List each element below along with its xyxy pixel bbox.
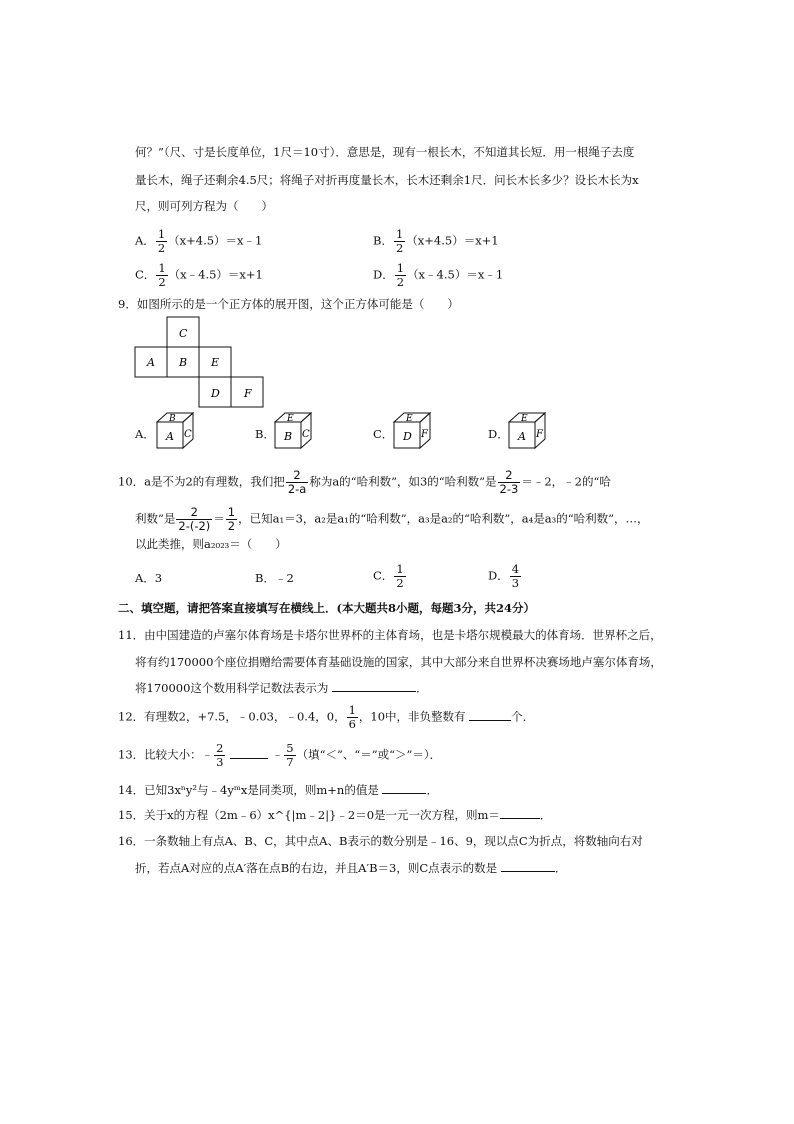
q16-text: 折，若点A对应的点A′落在点B的右边，并且A′B＝3，则C点表示的数是 (135, 861, 498, 875)
q14-line (118, 782, 438, 798)
q13-minus: ﹣ (271, 747, 284, 762)
cube-top-face: E (406, 414, 413, 424)
q10-option-c-fraction (394, 563, 405, 590)
q9-option-a-cube (154, 410, 198, 452)
fraction-numerator: 2 (216, 741, 224, 755)
cube-side-face: F (536, 429, 543, 440)
q14-answer-blank[interactable] (382, 783, 426, 794)
q10-fraction-harris-def (286, 469, 309, 496)
q10-fraction-neg2 (176, 506, 212, 533)
q14-end: ． (426, 783, 438, 797)
q10-text-part4: 利数”是 (135, 511, 176, 526)
q8-option-d-text: （x﹣4.5）＝x﹣1 (407, 267, 504, 282)
fraction-numerator: 1 (157, 227, 166, 241)
q8-option-a-fraction (156, 228, 167, 255)
net-label-a: A (147, 356, 155, 369)
cube-top-face: E (521, 414, 528, 424)
q10-text-part5: ＝ (213, 511, 225, 526)
q10-text-part2: 称为a的“哈利数”，如3的“哈利数”是 (309, 474, 497, 489)
net-label-e: E (211, 356, 220, 369)
q10-option-b: B．﹣2 (255, 571, 294, 585)
cube-top-face: E (287, 414, 294, 424)
q13-answer-blank[interactable] (230, 748, 268, 759)
q8-option-d-label: D． (373, 267, 394, 282)
q15-end: ． (539, 808, 552, 822)
q8-option-c (135, 262, 263, 289)
q8-option-b-text: （x+4.5）＝x+1 (406, 233, 499, 248)
q10-option-c-label: C． (373, 568, 394, 583)
net-label-f: F (244, 387, 252, 400)
q15-line (118, 807, 551, 823)
fraction-denominator: 2 (396, 576, 404, 590)
q8-option-b-fraction (394, 228, 405, 255)
q13-rest: （填“＜”、“＝”或“＞”＝）． (296, 747, 442, 762)
fraction-denominator: 2 (227, 519, 236, 533)
q16-line2 (135, 860, 566, 876)
fraction-numerator: 1 (158, 261, 166, 275)
cube-side-face: C (302, 429, 310, 440)
section2-heading: 二、填空题，请把答案直接填写在横线上．(本大题共8小题，每题3分，共24分） (118, 601, 535, 615)
fraction-denominator: 2-3 (499, 482, 519, 496)
q8-option-a-label: A． (135, 233, 155, 248)
q10-fraction-example (498, 469, 521, 496)
fraction-denominator: 2 (158, 275, 166, 289)
q8-option-a-text: （x+4.5）＝x﹣1 (168, 233, 263, 248)
q11-answer-blank[interactable] (332, 681, 416, 692)
q12-answer-blank[interactable] (469, 710, 511, 721)
cube-top-face: B (169, 414, 176, 424)
q12-end: 个． (511, 709, 535, 724)
q13-fraction-right (284, 742, 295, 769)
fraction-numerator: 1 (396, 261, 405, 275)
q13-text: 13．比较大小：﹣ (118, 747, 214, 762)
fraction-numerator: 1 (396, 562, 404, 576)
q16-end: ． (554, 861, 567, 875)
q8-option-a (135, 228, 262, 255)
q8-option-c-label: C． (135, 267, 156, 282)
q12-text: 12．有理数2，+7.5，﹣0.03，﹣0.4，0， (118, 709, 346, 724)
q10-fraction-half (226, 506, 237, 533)
q10-option-d (488, 563, 522, 590)
q10-option-d-label: D． (488, 568, 509, 583)
q10-line1 (118, 469, 611, 496)
cube-front-face: B (284, 430, 293, 443)
q9-option-c-label: C． (373, 427, 394, 441)
q16-line1: 16．一条数轴上有点A、B、C，其中点A、B表示的数分别是﹣16、9，现以点C为折点，将数轴向右对 (118, 834, 643, 848)
q8-line3: 尺，则可列方程为（ ） (135, 199, 273, 213)
q9-option-b-cube (272, 410, 316, 452)
q14-text: 14．已知3xⁿy²与﹣4yᵐx是同类项，则m+n的值是 (118, 783, 379, 797)
cube-side-face: C (184, 429, 192, 440)
cube-front-face: A (166, 430, 174, 443)
fraction-denominator: 3 (511, 576, 520, 590)
q13-line (118, 742, 441, 769)
q10-line3: 以此类推，则a₂₀₂₃＝（ ） (135, 537, 287, 551)
q8-line1: 何？”（尺、寸是长度单位，1尺＝10寸）．意思是，现有一根长木，不知道其长短．用一根绳子去度 (135, 145, 635, 159)
net-label-b: B (179, 356, 188, 369)
fraction-numerator: 2 (498, 469, 521, 483)
fraction-numerator: 4 (511, 562, 520, 576)
q12-rest: ，10中，非负整数有 (358, 709, 466, 724)
q9-option-d-cube (506, 410, 550, 452)
q10-text-part3: ＝﹣2，﹣2的“哈 (521, 474, 611, 489)
q9-option-a-label: A． (135, 427, 155, 441)
cube-front-face: D (403, 430, 412, 443)
fraction-denominator: 2-(-2) (178, 519, 211, 533)
q10-text-part6: ，已知a₁＝3，a₂是a₁的“哈利数”，a₃是a₂的“哈利数”，a₄是a₃的“哈利数”，…， (238, 511, 649, 526)
fraction-denominator: 6 (348, 717, 356, 731)
q10-option-a: A．3 (135, 571, 163, 585)
q10-option-d-fraction (510, 563, 521, 590)
fraction-numerator: 1 (348, 703, 356, 717)
q8-option-d-fraction (395, 262, 406, 289)
q8-option-b (373, 228, 499, 255)
q15-text: 15．关于x的方程（2m﹣6）x^{|m﹣2|}﹣2＝0是一元一次方程，则m＝ (118, 808, 500, 822)
q8-option-b-label: B． (373, 233, 393, 248)
q8-option-d (373, 262, 503, 289)
q11-line3-end: ． (416, 681, 428, 695)
q10-text-part1: 10．a是不为2的有理数，我们把 (118, 474, 285, 489)
net-label-d: D (211, 387, 220, 400)
q9-option-c-cube (391, 410, 435, 452)
q15-answer-blank[interactable] (500, 808, 540, 819)
q8-option-c-text: （x﹣4.5）＝x+1 (168, 267, 263, 282)
fraction-denominator: 2 (396, 275, 405, 289)
q9-option-b-label: B． (255, 427, 275, 441)
fraction-numerator: 1 (395, 227, 404, 241)
q11-line3-text: 将170000这个数用科学记数法表示为 (135, 681, 329, 695)
fraction-denominator: 3 (216, 755, 224, 769)
fraction-numerator: 1 (227, 505, 236, 519)
q13-fraction-left (214, 742, 225, 769)
q10-option-c (373, 563, 407, 590)
q12-fraction (347, 704, 358, 731)
q9-option-d-label: D． (488, 427, 509, 441)
fraction-numerator: 2 (286, 469, 309, 483)
q11-line2: 将有约170000个座位捐赠给需要体育基础设施的国家，其中大部分来自世界杯决赛场地卢塞尔体育场， (135, 655, 662, 669)
q10-line2 (135, 506, 648, 533)
fraction-numerator: 2 (176, 506, 212, 520)
fraction-denominator: 7 (286, 755, 294, 769)
cube-side-face: F (421, 429, 428, 440)
fraction-denominator: 2-a (287, 482, 307, 496)
fraction-numerator: 5 (286, 741, 294, 755)
q9-stem: 9．如图所示的是一个正方体的展开图，这个正方体可能是（ ） (118, 297, 459, 311)
q12-line (118, 704, 534, 731)
fraction-denominator: 2 (157, 241, 166, 255)
q11-line1: 11．由中国建造的卢塞尔体育场是卡塔尔世界杯的主体育场，也是卡塔尔规模最大的体育场．世界杯之后， (118, 628, 662, 642)
cube-net-figure (130, 314, 270, 408)
cube-front-face: A (518, 430, 526, 443)
fraction-denominator: 2 (395, 241, 404, 255)
q11-line3 (135, 680, 428, 696)
q16-answer-blank[interactable] (501, 861, 555, 872)
q8-line2: 量长木，绳子还剩余4.5尺；将绳子对折再度量长木，长木还剩余1尺．问长木长多少？设长木长为x (135, 173, 639, 187)
net-label-c: C (179, 327, 188, 340)
q8-option-c-fraction (156, 262, 167, 289)
